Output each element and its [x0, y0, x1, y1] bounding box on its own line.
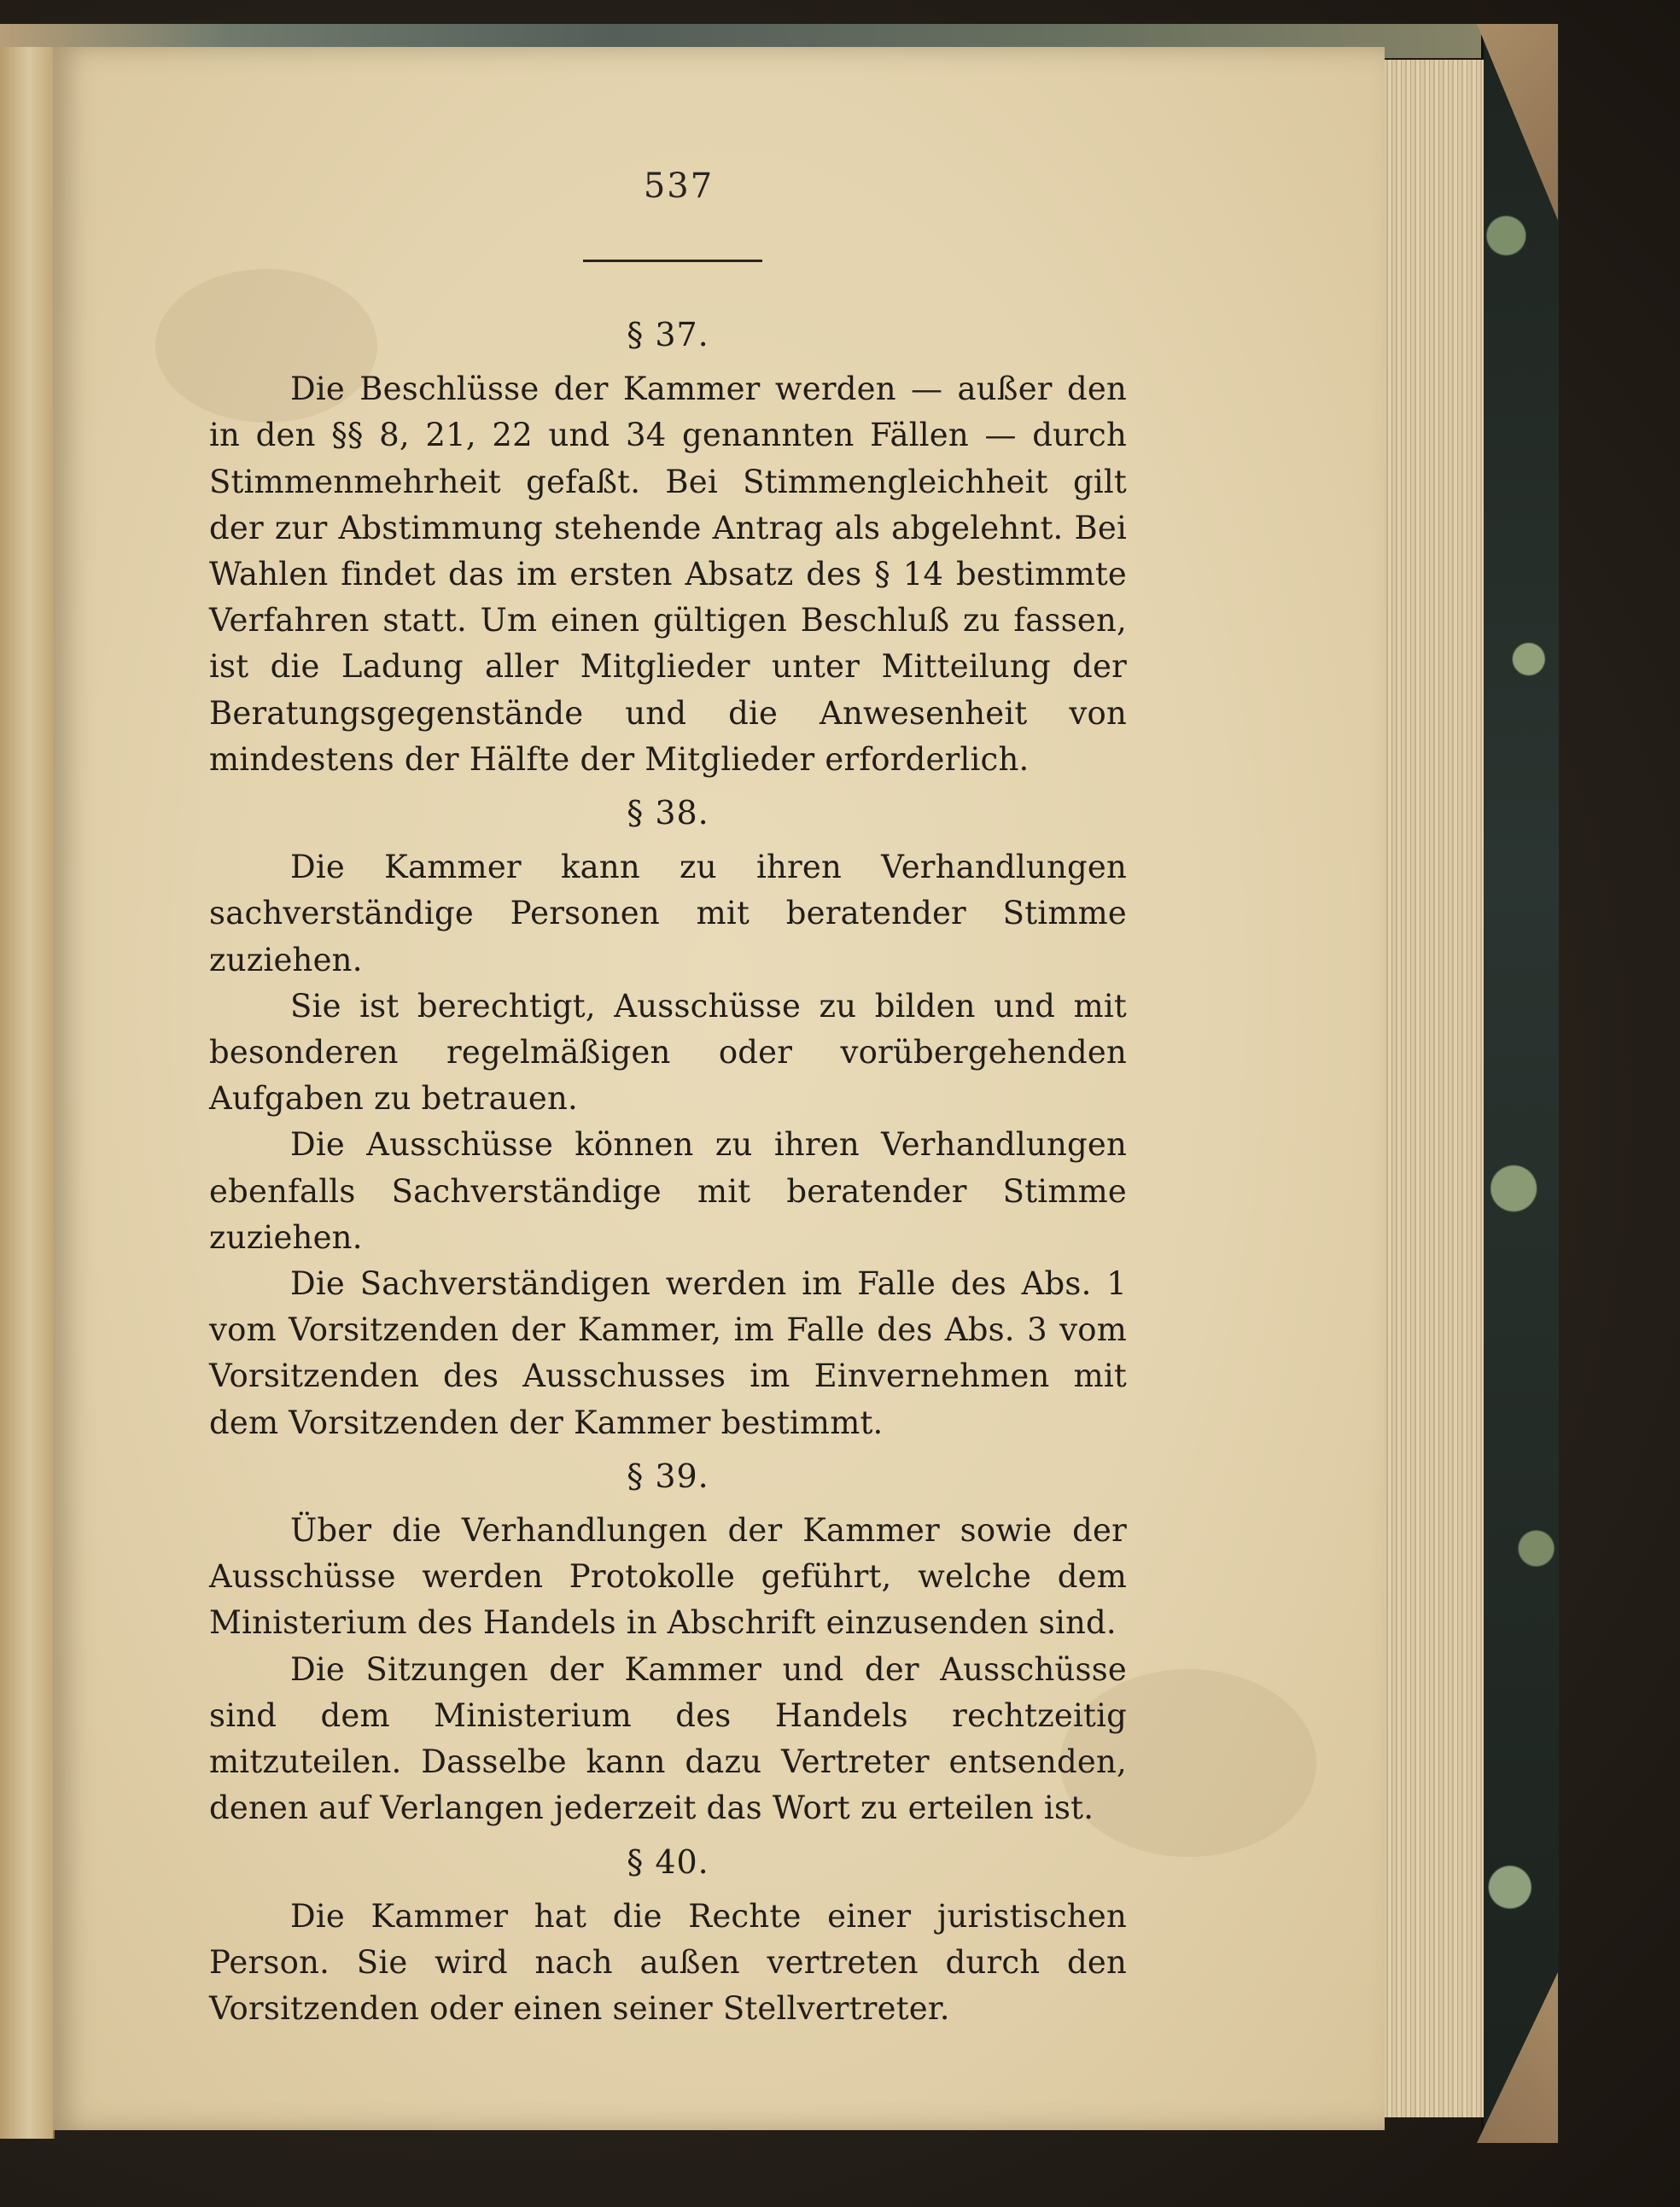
paragraph: Die Sitzungen der Kammer und der Ausschüsse sind dem Ministerium des Handels rechtzeitig mitzuteilen. Dasselbe kann dazu Vertreter entsenden, denen auf Verlangen jederzeit das Wort zu erteilen ist.	[209, 1650, 1127, 1827]
marbled-cover	[1481, 24, 1559, 2141]
paragraph: Die Kammer hat die Rechte einer juristischen Person. Sie wird nach außen vertreten durch den Vorsitzenden oder einen seiner Stellvertreter.	[209, 1897, 1127, 2028]
section-heading: § 37.	[627, 316, 709, 353]
section-heading: § 38.	[627, 794, 709, 832]
stacked-page-edges	[1383, 60, 1484, 2117]
paragraph: Über die Verhandlungen der Kammer sowie der Ausschüsse werden Protokolle geführt, welche dem Ministerium des Handels in Abschrift einzusenden sind.	[209, 1512, 1127, 1642]
paragraph: Die Sachverständigen werden im Falle des Abs. 1 vom Vorsitzenden der Kammer, im Falle des Abs. 3 vom Vorsitzenden des Ausschusses im Einvernehmen mit dem Vorsitzenden der Kammer bestimmt.	[209, 1265, 1127, 1441]
page-text	[209, 312, 1127, 2032]
section-heading: § 39.	[627, 1457, 709, 1495]
paragraph: Die Beschlüsse der Kammer werden — außer den in den §§ 8, 21, 22 und 34 genannten Fällen — durch Stimmenmehrheit gefaßt. Bei Stimmengleichheit gilt der zur Abstimmung stehende Antrag als abgelehnt. Bei Wahlen findet das im ersten Absatz des § 14 bestimmte Verfahren statt. Um einen gültigen Beschluß zu fassen, ist die Ladung aller Mitglieder unter Mitteilung der Beratungsgegenstände und die Anwesenheit von mindestens der Hälfte der Mitglieder erforderlich.	[209, 371, 1127, 778]
page-number: 537	[643, 166, 715, 206]
paragraph: Sie ist berechtigt, Ausschüsse zu bilden und mit besonderen regelmäßigen oder vorübergehenden Aufgaben zu betrauen.	[209, 987, 1127, 1118]
paragraph: Die Ausschüsse können zu ihren Verhandlungen ebenfalls Sachverständige mit beratender Stimme zuziehen.	[209, 1126, 1127, 1256]
section-heading: § 40.	[627, 1842, 709, 1881]
page-number-rule	[583, 260, 762, 262]
paragraph: Die Kammer kann zu ihren Verhandlungen sachverständige Personen mit beratender Stimme zuziehen.	[209, 849, 1127, 978]
previous-page-edge	[0, 47, 55, 2139]
